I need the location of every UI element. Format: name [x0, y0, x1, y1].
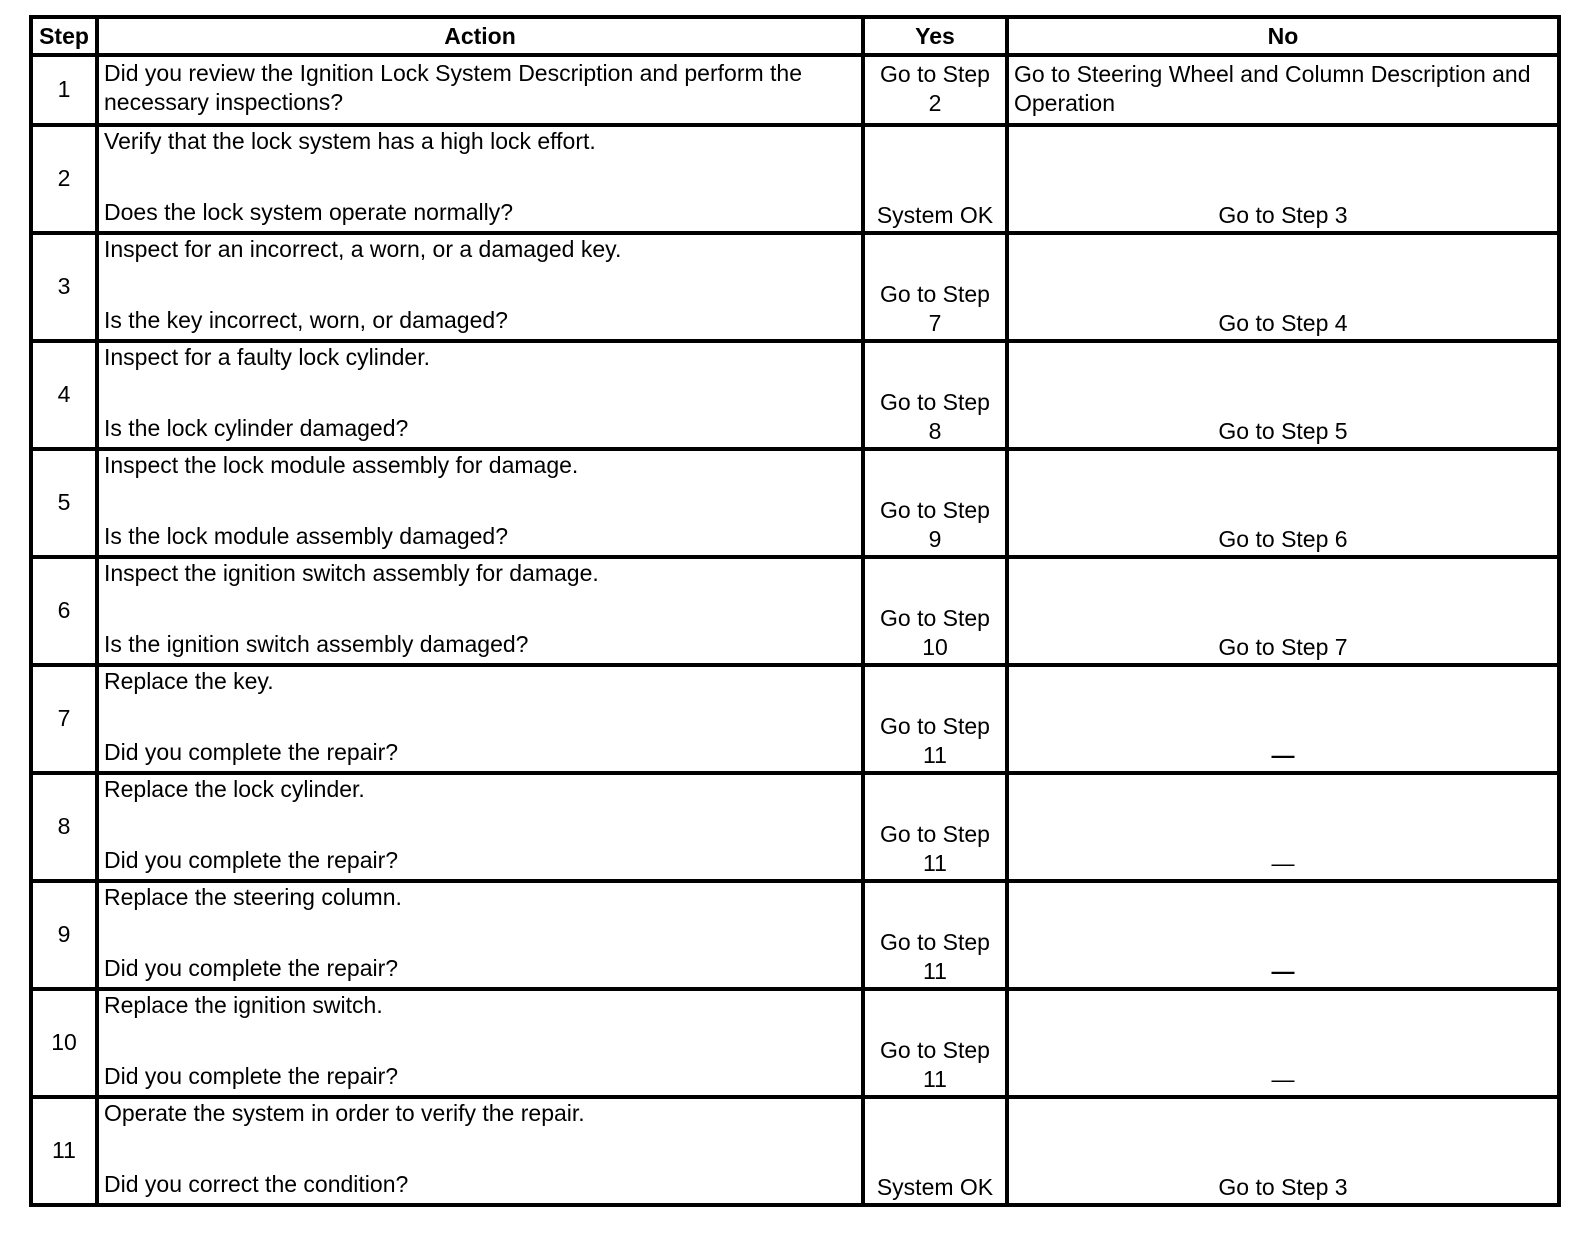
- diagnostic-table: [29, 15, 1561, 1207]
- yes-result: [863, 1097, 1007, 1205]
- no-result: [1007, 989, 1559, 1097]
- action-cell: [97, 449, 863, 557]
- yes-text: 8: [928, 417, 942, 444]
- yes-result: [863, 55, 1007, 125]
- action-question: Did you complete the repair?: [104, 1062, 399, 1089]
- action-cell: [97, 55, 863, 125]
- yes-result: [863, 665, 1007, 773]
- no-text: —: [1271, 1065, 1295, 1092]
- yes-text: 2: [928, 90, 942, 117]
- no-text: Go to Steering Wheel and Column Description and Operation: [1014, 61, 1531, 117]
- step-number: 10: [31, 989, 97, 1097]
- table-row: [31, 233, 1559, 341]
- action-instruction: Operate the system in order to verify the repair.: [104, 1099, 585, 1126]
- header-no: No: [1007, 17, 1559, 55]
- action-text-group: [104, 1099, 855, 1199]
- yes-text: 11: [923, 741, 947, 768]
- action-question: Is the key incorrect, worn, or damaged?: [104, 306, 508, 333]
- table-row: [31, 665, 1559, 773]
- step-number: 3: [31, 233, 97, 341]
- no-result: [1007, 557, 1559, 665]
- action-question: Is the lock cylinder damaged?: [104, 414, 409, 441]
- action-instruction: Verify that the lock system has a high lock effort.: [104, 127, 596, 154]
- yes-text: 9: [928, 525, 942, 552]
- yes-text: 7: [928, 309, 942, 336]
- table-row: [31, 341, 1559, 449]
- action-cell: [97, 341, 863, 449]
- no-text: Go to Step 7: [1218, 633, 1348, 660]
- no-result: [1007, 125, 1559, 233]
- action-text-group: [104, 667, 855, 767]
- no-text: —: [1271, 849, 1295, 876]
- header-row: [31, 17, 1559, 55]
- table-row: [31, 449, 1559, 557]
- no-result: [1007, 665, 1559, 773]
- step-number: 9: [31, 881, 97, 989]
- yes-result: [863, 449, 1007, 557]
- no-text: Go to Step 6: [1218, 525, 1348, 552]
- action-question: Is the ignition switch assembly damaged?: [104, 630, 529, 657]
- action-text-group: [104, 991, 855, 1091]
- yes-result: [863, 773, 1007, 881]
- table-row: [31, 125, 1559, 233]
- action-instruction: Inspect for a faulty lock cylinder.: [104, 343, 430, 370]
- step-number: 6: [31, 557, 97, 665]
- action-text-group: [104, 775, 855, 875]
- yes-result: [863, 233, 1007, 341]
- table-row: [31, 773, 1559, 881]
- action-cell: [97, 773, 863, 881]
- step-number: 1: [31, 55, 97, 125]
- table-body: [31, 55, 1559, 1205]
- action-instruction: Inspect the ignition switch assembly for damage.: [104, 559, 599, 586]
- step-number: 7: [31, 665, 97, 773]
- action-cell: [97, 125, 863, 233]
- header-step: Step: [31, 17, 97, 55]
- no-text: —: [1271, 957, 1295, 984]
- yes-text: System OK: [876, 201, 994, 228]
- action-question: Did you correct the condition?: [104, 1170, 409, 1197]
- action-instruction: Replace the steering column.: [104, 883, 402, 910]
- yes-text: Go to Step: [880, 1036, 990, 1063]
- step-number: 11: [31, 1097, 97, 1205]
- header-yes: Yes: [863, 17, 1007, 55]
- yes-text: 11: [923, 849, 947, 876]
- action-cell: [97, 557, 863, 665]
- no-text: Go to Step 3: [1218, 201, 1348, 228]
- action-text-group: [104, 883, 855, 983]
- table-row: [31, 989, 1559, 1097]
- action-question: Did you complete the repair?: [104, 954, 399, 981]
- step-number: 8: [31, 773, 97, 881]
- yes-result: [863, 125, 1007, 233]
- action-text-group: [104, 451, 855, 551]
- action-question: Did you review the Ignition Lock System Description and perform the necessary inspections?: [104, 60, 802, 115]
- yes-text: Go to Step: [880, 388, 990, 415]
- action-cell: [97, 1097, 863, 1205]
- no-text: —: [1271, 741, 1295, 768]
- no-result: [1007, 449, 1559, 557]
- action-question: Is the lock module assembly damaged?: [104, 522, 508, 549]
- yes-text: Go to Step: [880, 496, 990, 523]
- yes-text: Go to Step: [880, 280, 990, 307]
- action-question: Does the lock system operate normally?: [104, 198, 514, 225]
- no-result: [1007, 773, 1559, 881]
- table-row: [31, 881, 1559, 989]
- yes-text: 11: [923, 957, 947, 984]
- table-row: [31, 557, 1559, 665]
- no-result: [1007, 341, 1559, 449]
- action-instruction: Replace the ignition switch.: [104, 991, 383, 1018]
- action-instruction: Inspect for an incorrect, a worn, or a damaged key.: [104, 235, 622, 262]
- no-text: Go to Step 3: [1218, 1174, 1348, 1200]
- yes-text: System OK: [876, 1174, 994, 1200]
- action-instruction: Replace the lock cylinder.: [104, 775, 365, 802]
- yes-text: Go to Step: [880, 928, 990, 955]
- yes-text: 11: [923, 1065, 947, 1092]
- yes-result: [863, 881, 1007, 989]
- step-number: 2: [31, 125, 97, 233]
- action-cell: [97, 665, 863, 773]
- yes-result: [863, 557, 1007, 665]
- yes-text: Go to Step: [880, 61, 990, 88]
- yes-text: Go to Step: [880, 604, 990, 631]
- table-row: [31, 55, 1559, 125]
- action-cell: [97, 881, 863, 989]
- action-text-group: [104, 559, 855, 659]
- no-result: [1007, 233, 1559, 341]
- table-row: [31, 1097, 1559, 1205]
- no-result: [1007, 55, 1559, 125]
- action-question: Did you complete the repair?: [104, 738, 399, 765]
- no-result: [1007, 1097, 1559, 1205]
- no-text: Go to Step 4: [1218, 309, 1348, 336]
- yes-result: [863, 341, 1007, 449]
- action-cell: [97, 233, 863, 341]
- header-action: Action: [97, 17, 863, 55]
- yes-text: Go to Step: [880, 712, 990, 739]
- action-text-group: [104, 343, 855, 443]
- yes-text: 10: [922, 633, 948, 660]
- action-text-group: [104, 57, 855, 119]
- step-number: 5: [31, 449, 97, 557]
- action-text-group: [104, 127, 855, 227]
- no-text: Go to Step 5: [1218, 417, 1348, 444]
- step-number: 4: [31, 341, 97, 449]
- yes-text: Go to Step: [880, 820, 990, 847]
- action-cell: [97, 989, 863, 1097]
- action-question: Did you complete the repair?: [104, 846, 399, 873]
- action-text-group: [104, 235, 855, 335]
- no-result: [1007, 881, 1559, 989]
- yes-result: [863, 989, 1007, 1097]
- action-instruction: Replace the key.: [104, 667, 274, 694]
- action-instruction: Inspect the lock module assembly for damage.: [104, 451, 579, 478]
